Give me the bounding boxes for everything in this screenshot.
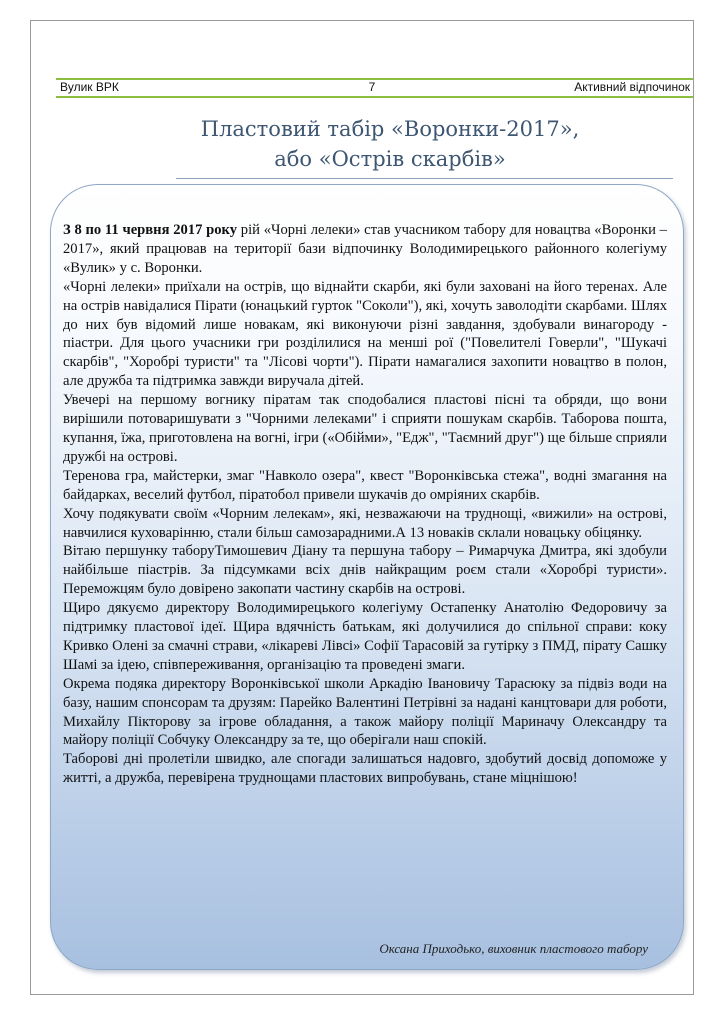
paragraph-games: Теренова гра, майстерки, змаг "Навколо озера", квест "Воронківська стежа", водні змагання на байдарках, веселий футбол, піратобол привели шукачів до омріяних скарбів. [63,467,667,503]
intro-text: рій «Чорні лелеки» став учасником табору для новацтва «Воронки – 2017», який працював на території бази відпочинку Володимирецького районного колегіуму «Вулик» у с. Воронки. [63,222,667,276]
title-underline [176,178,673,179]
paragraph-closing: Таборові дні пролетіли швидко, але спогади залишаться надовго, здобутий досвід допоможе у житті, а дружба, перевірена труднощами пластових випробувань, стане міцнішою! [63,751,667,787]
paragraph-winners: Вітаю першунку таборуТимошевич Діану та першуна табору – Римарчука Дмитра, які здобули найбільше піастрів. За підсумками всіх днів найкращим роєм стали «Хоробрі туристи». Переможцям було довірено закопати частину скарбів на острові. [63,543,667,598]
paragraph-thanks-lelek: Хочу подякувати своїм «Чорним лелекам», які, незважаючи на труднощі, «вижили» на острові, навчилися куховарінню, стали більш самозарадними.А 13 новаків склали новацьку обіцянку. [63,505,667,541]
article-title-line-2: або «Острів скарбів» [274,147,506,171]
header-rule-top [56,78,693,80]
intro-date-bold: З 8 по 11 червня 2017 року [63,222,238,238]
paragraph-evening: Увечері на першому вогнику піратам так сподобалися пластові пісні та обряди, що вони вирішили потоваришувати з "Чорними лелеками" і сприяти пошукам скарбів. Таборова пошта, купання, їжа, приготовлена на вогні, ігри («Обійми», "Едж", "Таємний друг") ще більше сприяли дружбі на острові. [63,392,667,465]
header-rule-bottom [56,96,693,98]
header-section-name: Активний відпочинок [574,80,690,94]
article-body [63,221,667,788]
paragraph-intro [63,221,667,278]
header-publication-name: Вулик ВРК [60,80,119,94]
article-title [140,114,640,174]
paragraph-island: «Чорні лелеки» приїхали на острів, що віднайти скарби, які були заховані на його теренах. Але на острів навідалися Пірати (юнацький гурток "Соколи"), які, хочуть заволодіти скарбами. Шлях до них був відомий лише новакам, які виконуючи різні завдання, здобували винагороду - піастри. Для цього учасники гри розділилися на менші рої ("Повелителі Говерли", "Шукачі скарбів", "Хоробрі туристи" та "Лісові чорти"). Пірати намагалися захопити новацтво в полон, але дружба та підтримка завжди виручала дітей. [63,278,667,390]
paragraph-gratitude: Щиро дякуємо директору Володимирецького колегіуму Остапенку Анатолію Федоровичу за підтримку пластової ідеї. Щира вдячність батькам, які долучилися до спільної справи: коку Кривко Олені за смачні страви, «лікареві Лівсі» Софії Тарасовій за гутірку з ПМД, пірату Сашку Шамі за ідею, співпереживання, організацію та проведені змаги. [63,600,667,673]
author-signature: Оксана Приходько, виховник пластового табору [379,941,648,956]
header-page-number: 7 [368,80,376,94]
article-title-line-1: Пластовий табір «Воронки-2017», [200,117,580,141]
paragraph-sponsors: Окрема подяка директору Воронківської школи Аркадію Івановичу Тарасюку за підвіз води на базу, нашим спонсорам та друзям: Парейко Валентині Петрівні за надані канцтовари для роботи, Михайлу Пікторову за ігрове обладання, а також майору поліції Мариначу Олександру та майору поліції Собчуку Олександру за те, що оберігали наш спокій. [63,675,667,749]
